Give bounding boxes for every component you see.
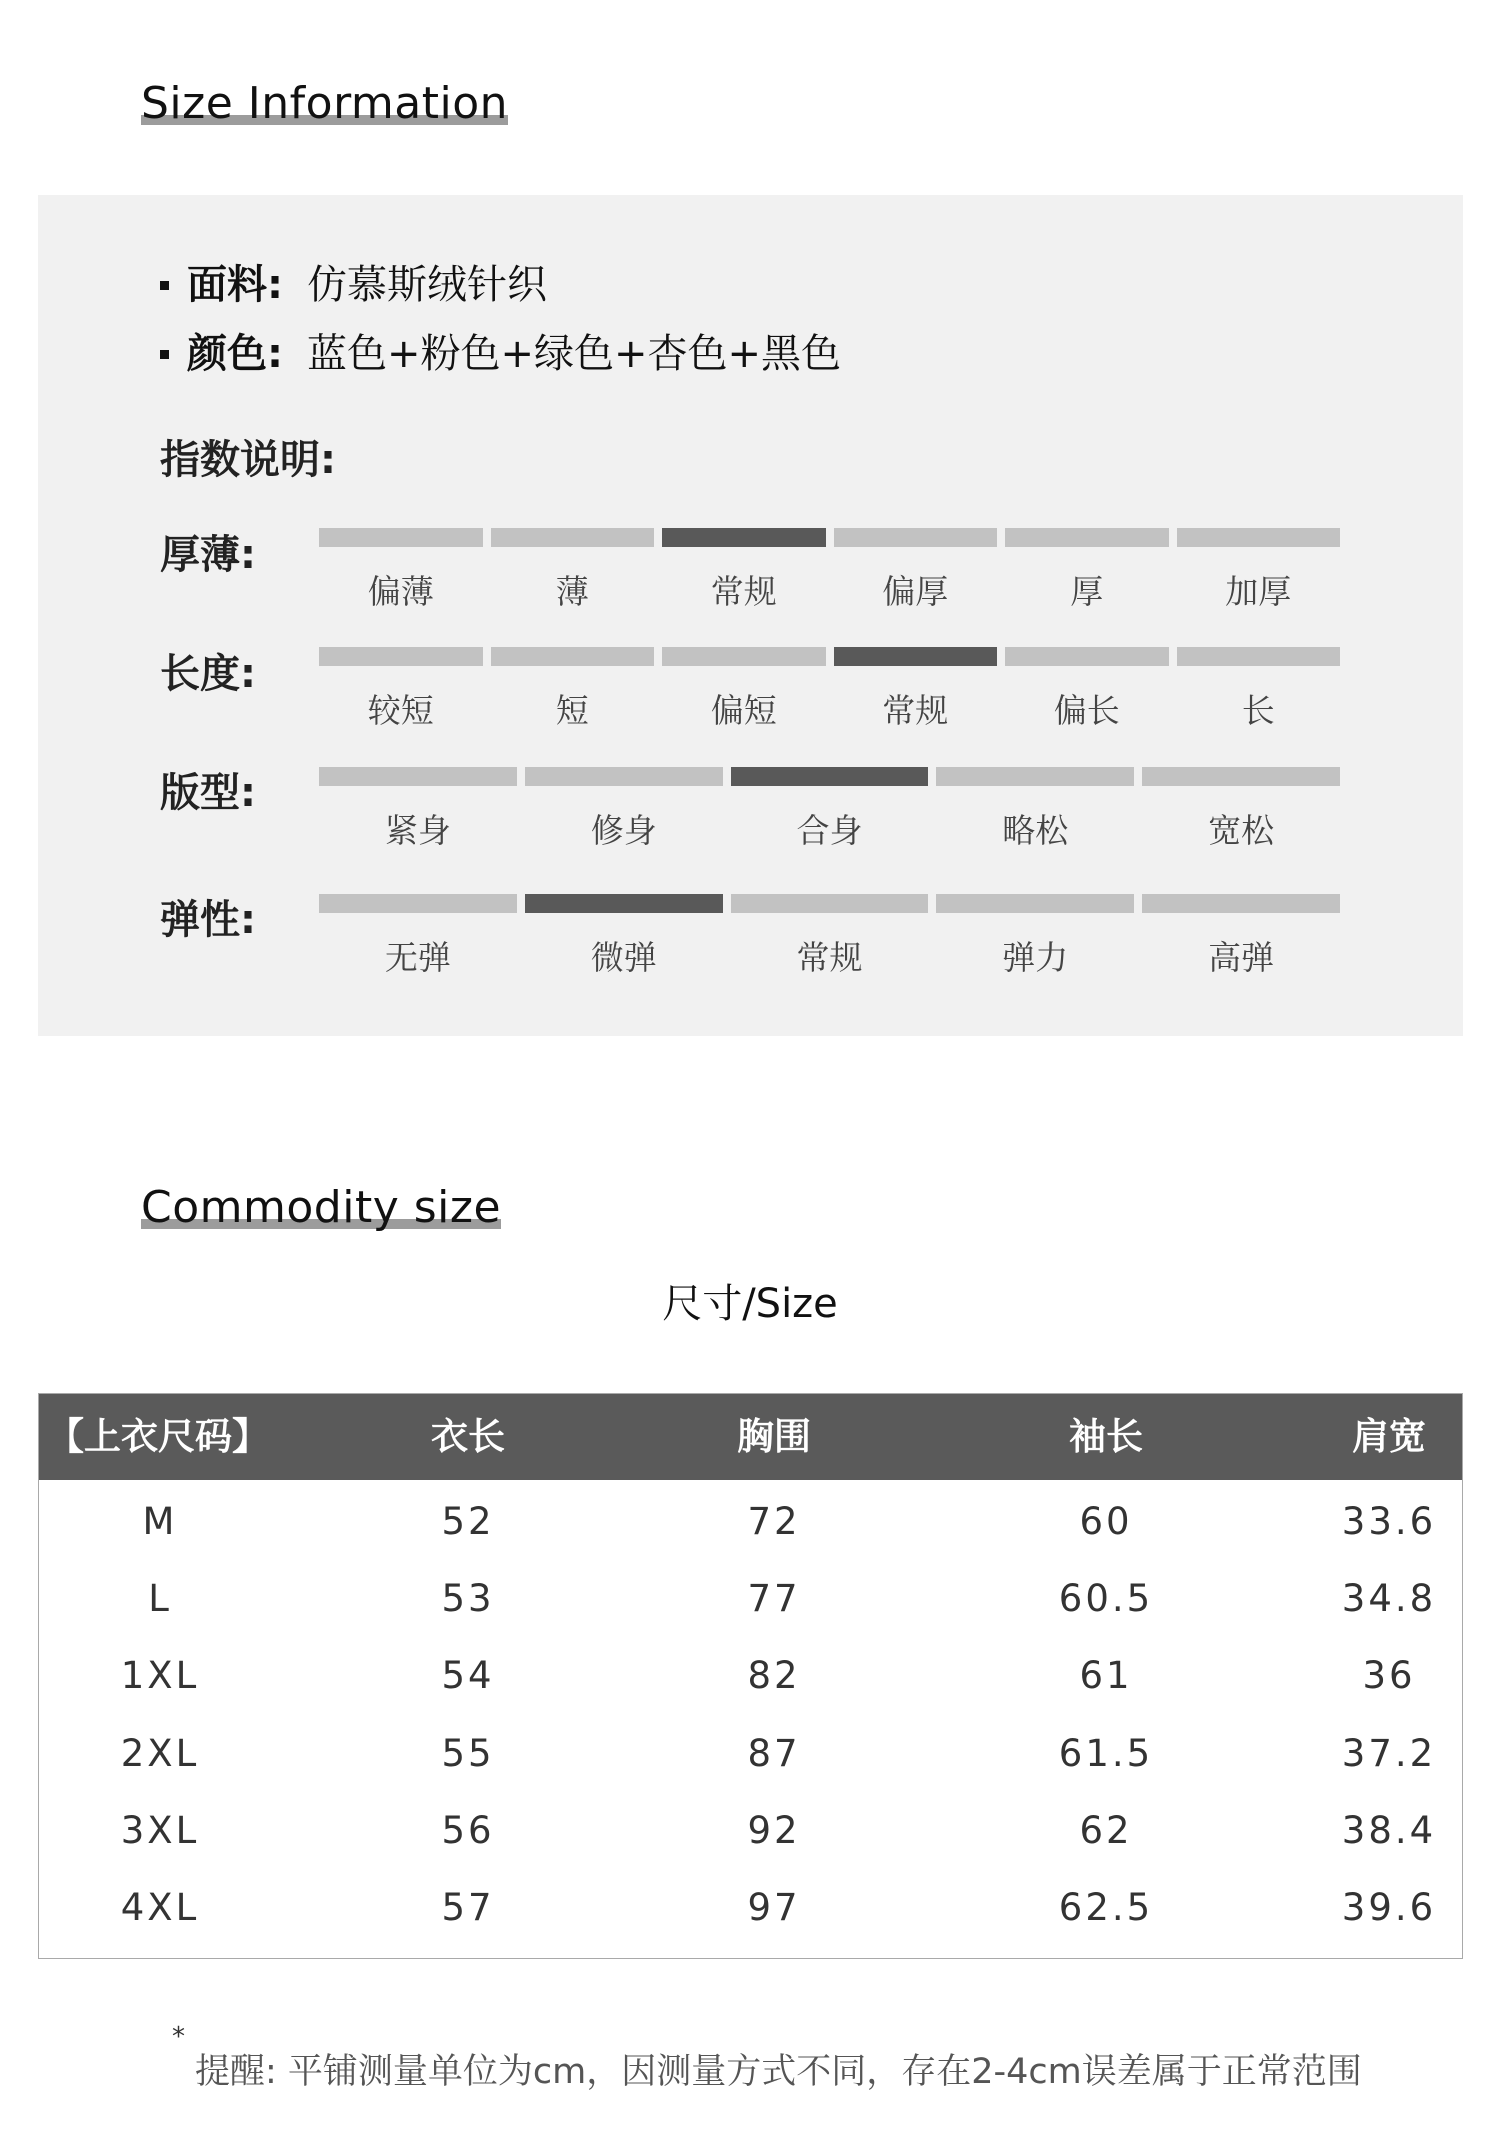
table-cell: 38.4 bbox=[1341, 1808, 1437, 1852]
scale-segment bbox=[319, 647, 483, 666]
scale-option-label: 较短 bbox=[367, 691, 434, 730]
table-cell: M bbox=[142, 1500, 178, 1543]
scale-label: 厚薄: bbox=[160, 532, 256, 578]
scale-segment-active bbox=[731, 767, 929, 786]
table-cell: L bbox=[148, 1577, 172, 1621]
scale-segment bbox=[1142, 894, 1340, 913]
size-table bbox=[38, 1393, 1463, 1959]
scale-segment bbox=[491, 647, 655, 666]
scale-label: 长度: bbox=[160, 651, 256, 697]
measurement-note: 提醒: 平铺测量单位为cm，因测量方式不同，存在2-4cm误差属于正常范围 bbox=[195, 2052, 1362, 2092]
table-cell: 57 bbox=[441, 1886, 495, 1929]
bullet-icon bbox=[160, 281, 169, 290]
table-cell: 77 bbox=[747, 1577, 801, 1621]
scale-option-label: 微弹 bbox=[590, 938, 657, 977]
table-cell: 55 bbox=[441, 1731, 495, 1775]
scale-option-label: 偏厚 bbox=[882, 572, 949, 611]
scale-option-label: 略松 bbox=[1002, 811, 1069, 850]
size-information-title-text: Size Information bbox=[141, 78, 509, 129]
scale-option-label: 合身 bbox=[796, 811, 863, 850]
table-cell: 39.6 bbox=[1341, 1886, 1437, 1929]
scale-segment bbox=[662, 647, 826, 666]
scale-segment bbox=[936, 767, 1134, 786]
scale-segment bbox=[319, 528, 483, 547]
scale-option-label: 无弹 bbox=[384, 938, 451, 977]
table-cell: 1XL bbox=[120, 1654, 200, 1698]
scale-segment bbox=[731, 894, 929, 913]
scale-segment bbox=[525, 767, 723, 786]
scale-option-label: 偏长 bbox=[1053, 691, 1120, 730]
table-cell: 60 bbox=[1079, 1500, 1133, 1543]
scale-segment-active bbox=[525, 894, 723, 913]
scale-option-label: 加厚 bbox=[1225, 572, 1292, 611]
table-cell: 54 bbox=[441, 1654, 495, 1698]
scale-option-label: 薄 bbox=[555, 572, 589, 611]
table-header-cell: 肩宽 bbox=[1352, 1415, 1426, 1458]
scale-option-label: 常规 bbox=[796, 938, 863, 977]
size-table-header bbox=[39, 1394, 1462, 1480]
fabric-row bbox=[160, 253, 547, 310]
table-cell: 92 bbox=[747, 1808, 801, 1852]
scale-option-label: 常规 bbox=[882, 691, 949, 730]
color-label: 颜色: bbox=[187, 331, 283, 377]
scale-segment bbox=[834, 528, 998, 547]
fabric-value: 仿慕斯绒针织 bbox=[307, 262, 547, 308]
fabric-label: 面料: bbox=[187, 262, 283, 308]
color-value: 蓝色+粉色+绿色+杏色+黑色 bbox=[307, 331, 842, 377]
table-header-cell: 衣长 bbox=[431, 1415, 505, 1458]
scale-label: 弹性: bbox=[160, 897, 256, 943]
table-cell: 82 bbox=[747, 1654, 801, 1698]
scale-option-label: 高弹 bbox=[1208, 938, 1275, 977]
scale-option-label: 修身 bbox=[590, 811, 657, 850]
scale-option-label: 厚 bbox=[1070, 572, 1104, 611]
table-cell: 2XL bbox=[120, 1731, 200, 1775]
scale-option-label: 常规 bbox=[710, 572, 777, 611]
scale-segment bbox=[1177, 647, 1341, 666]
table-cell: 61.5 bbox=[1058, 1731, 1154, 1775]
table-cell: 4XL bbox=[120, 1886, 200, 1929]
table-cell: 37.2 bbox=[1341, 1731, 1437, 1775]
scale-option-label: 紧身 bbox=[384, 811, 451, 850]
table-cell: 62.5 bbox=[1058, 1886, 1154, 1929]
table-cell: 62 bbox=[1079, 1808, 1133, 1852]
scale-segment bbox=[491, 528, 655, 547]
table-cell: 60.5 bbox=[1058, 1577, 1154, 1621]
note-star-icon: * bbox=[172, 2022, 185, 2052]
table-cell: 87 bbox=[747, 1731, 801, 1775]
table-cell: 34.8 bbox=[1341, 1577, 1437, 1621]
scale-label: 版型: bbox=[160, 770, 256, 816]
scale-option-label: 偏短 bbox=[710, 691, 777, 730]
commodity-size-title-text: Commodity size bbox=[141, 1182, 502, 1233]
scale-option-label: 短 bbox=[555, 691, 589, 730]
table-cell: 61 bbox=[1079, 1654, 1133, 1698]
scale-option-label: 弹力 bbox=[1002, 938, 1069, 977]
table-header-cell: 胸围 bbox=[737, 1415, 811, 1458]
table-cell: 36 bbox=[1362, 1654, 1416, 1698]
table-cell: 72 bbox=[747, 1500, 801, 1543]
size-table-title: 尺寸/Size bbox=[662, 1281, 838, 1327]
size-information-title bbox=[141, 78, 508, 129]
scale-segment bbox=[319, 767, 517, 786]
table-cell: 33.6 bbox=[1341, 1500, 1437, 1543]
bullet-icon bbox=[160, 350, 169, 359]
table-cell: 97 bbox=[747, 1886, 801, 1929]
table-cell: 3XL bbox=[120, 1808, 200, 1852]
scale-option-label: 宽松 bbox=[1208, 811, 1275, 850]
table-header-cell: 袖长 bbox=[1069, 1415, 1143, 1458]
table-header-cell: 【上衣尺码】 bbox=[47, 1415, 269, 1458]
table-cell: 52 bbox=[441, 1500, 495, 1543]
scale-segment bbox=[319, 894, 517, 913]
scale-option-label: 偏薄 bbox=[367, 572, 434, 611]
table-cell: 53 bbox=[441, 1577, 495, 1621]
scale-segment-active bbox=[662, 528, 826, 547]
scale-segment bbox=[1005, 528, 1169, 547]
scale-segment-active bbox=[834, 647, 998, 666]
index-title: 指数说明: bbox=[160, 437, 336, 483]
table-cell: 56 bbox=[441, 1808, 495, 1852]
commodity-size-title bbox=[141, 1182, 501, 1233]
scale-segment bbox=[1177, 528, 1341, 547]
scale-option-label: 长 bbox=[1241, 691, 1275, 730]
scale-segment bbox=[936, 894, 1134, 913]
color-row bbox=[160, 322, 841, 379]
scale-segment bbox=[1142, 767, 1340, 786]
scale-segment bbox=[1005, 647, 1169, 666]
